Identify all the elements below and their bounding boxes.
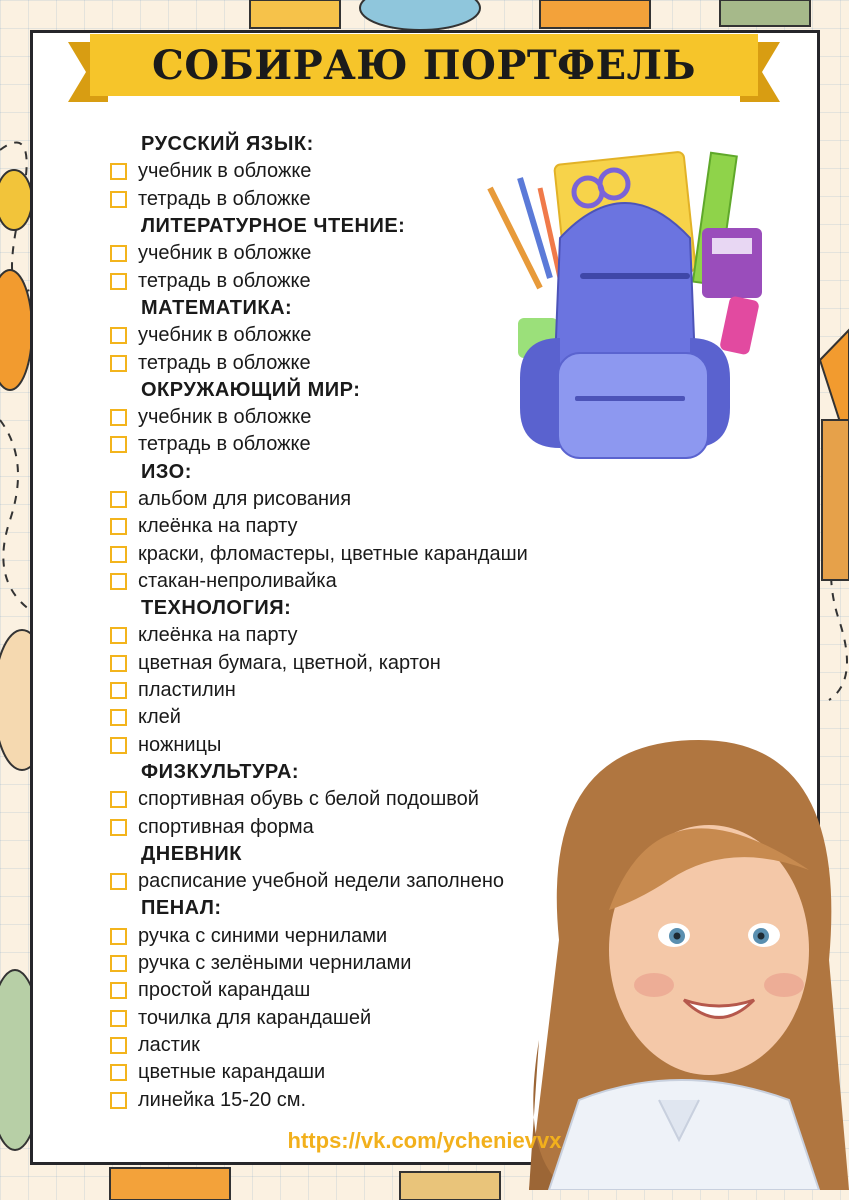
- checkbox[interactable]: [110, 928, 127, 945]
- checkbox[interactable]: [110, 682, 127, 699]
- checkbox[interactable]: [110, 1064, 127, 1081]
- checkbox[interactable]: [110, 1037, 127, 1054]
- vk-link[interactable]: https://vk.com/ychenievvx: [287, 1128, 562, 1153]
- checklist-item-label: тетрадь в обложке: [138, 187, 311, 210]
- checklist-item-label: спортивная обувь с белой подошвой: [138, 788, 479, 811]
- checklist-item-label: ножницы: [138, 733, 222, 756]
- checklist-item-label: учебник в обложке: [138, 324, 312, 347]
- checkbox[interactable]: [110, 491, 127, 508]
- checkbox[interactable]: [110, 327, 127, 344]
- section-heading: ДНЕВНИК: [141, 842, 242, 865]
- checklist-item-label: пластилин: [138, 679, 236, 702]
- checklist-item-label: ластик: [138, 1033, 200, 1056]
- checklist-item-label: простой карандаш: [138, 979, 311, 1002]
- checklist-item-label: ручка с зелёными чернилами: [138, 952, 412, 975]
- checkbox[interactable]: [110, 409, 127, 426]
- checkbox[interactable]: [110, 1092, 127, 1109]
- checkbox[interactable]: [110, 163, 127, 180]
- checklist-item[interactable]: [110, 677, 630, 704]
- checkbox[interactable]: [110, 982, 127, 999]
- checkbox[interactable]: [110, 573, 127, 590]
- checkbox[interactable]: [110, 737, 127, 754]
- checklist-item-label: тетрадь в обложке: [138, 351, 311, 374]
- checklist-item-label: спортивная форма: [138, 815, 314, 838]
- checkbox[interactable]: [110, 191, 127, 208]
- section-heading: МАТЕМАТИКА:: [141, 296, 293, 319]
- checklist-item-label: учебник в обложке: [138, 242, 312, 265]
- checkbox[interactable]: [110, 273, 127, 290]
- checklist-item-label: расписание учебной недели заполнено: [138, 870, 505, 893]
- checkbox[interactable]: [110, 791, 127, 808]
- checklist-item-label: альбом для рисования: [138, 488, 352, 510]
- checklist-item-label: клей: [138, 706, 181, 729]
- checklist-item-label: тетрадь в обложке: [138, 269, 311, 292]
- page-title: СОБИРАЮ ПОРТФЕЛЬ: [152, 41, 696, 89]
- checklist-item[interactable]: [110, 486, 630, 513]
- checklist-item-label: тетрадь в обложке: [138, 433, 311, 456]
- checklist-item[interactable]: [110, 622, 630, 649]
- checkbox[interactable]: [110, 627, 127, 644]
- checklist-item[interactable]: [110, 568, 630, 595]
- checklist-item-label: линейка 15-20 см.: [138, 1088, 307, 1111]
- checkbox[interactable]: [110, 1010, 127, 1027]
- section-heading: РУССКИЙ ЯЗЫК:: [141, 133, 314, 156]
- checkbox[interactable]: [110, 518, 127, 535]
- section-heading: ИЗО:: [141, 460, 192, 483]
- checklist-item-label: точилка для карандашей: [138, 1006, 372, 1029]
- checklist-item[interactable]: [110, 650, 630, 677]
- backpack-illustration: [480, 148, 770, 488]
- checklist-item[interactable]: [110, 540, 630, 567]
- section-heading: ЛИТЕРАТУРНОЕ ЧТЕНИЕ:: [141, 215, 406, 238]
- checklist-item-label: клеёнка на парту: [138, 624, 298, 647]
- section-heading: ПЕНАЛ:: [141, 897, 222, 920]
- checklist-item-label: учебник в обложке: [138, 160, 312, 183]
- checkbox[interactable]: [110, 819, 127, 836]
- checklist-item-label: краски, фломастеры, цветные карандаши: [138, 542, 528, 565]
- checkbox[interactable]: [110, 245, 127, 262]
- checkbox[interactable]: [110, 355, 127, 372]
- checkbox[interactable]: [110, 709, 127, 726]
- girl-illustration: [519, 740, 849, 1190]
- checklist-item-label: учебник в обложке: [138, 406, 312, 429]
- checkbox[interactable]: [110, 436, 127, 453]
- section-heading: ТЕХНОЛОГИЯ:: [141, 597, 292, 620]
- checkbox[interactable]: [110, 955, 127, 972]
- checkbox[interactable]: [110, 655, 127, 672]
- section-heading: ФИЗКУЛЬТУРА:: [141, 760, 300, 783]
- checklist-item-label: цветная бумага, цветной, картон: [138, 651, 441, 674]
- checklist-item[interactable]: [110, 704, 630, 731]
- checkbox[interactable]: [110, 873, 127, 890]
- checklist-item-label: ручка с синими чернилами: [138, 924, 388, 947]
- checklist-item-label: клеёнка на парту: [138, 515, 298, 538]
- checklist-item-label: стакан-непроливайка: [138, 569, 337, 592]
- checkbox[interactable]: [110, 546, 127, 563]
- section-heading: ОКРУЖАЮЩИЙ МИР:: [141, 378, 361, 401]
- checklist-item-label: цветные карандаши: [138, 1061, 326, 1084]
- checklist-item[interactable]: [110, 513, 630, 540]
